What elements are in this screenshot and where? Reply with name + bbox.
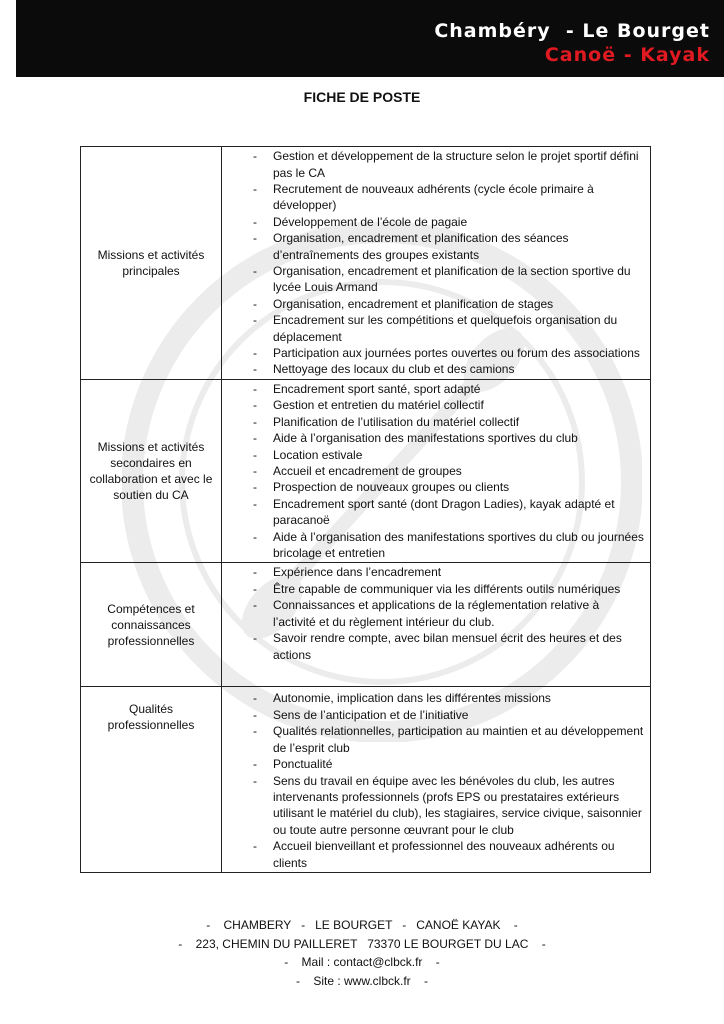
table-row bbox=[81, 563, 651, 687]
footer-contact bbox=[0, 916, 724, 990]
item-list bbox=[234, 147, 644, 379]
list-item: - Encadrement sport santé, sport adapté bbox=[234, 381, 644, 397]
table-row bbox=[81, 380, 651, 563]
row-label: Missions et activités secondaires en collaboration et avec le soutien du CA bbox=[81, 380, 222, 563]
page-title: FICHE DE POSTE bbox=[303, 89, 421, 105]
item-list bbox=[234, 689, 644, 871]
row-label: Compétences et connaissances professionnelles bbox=[81, 563, 222, 687]
row-label: Missions et activités principales bbox=[81, 147, 222, 380]
item-list bbox=[234, 380, 644, 562]
list-item: - Être capable de communiquer via les différents outils numériques bbox=[234, 581, 644, 597]
list-item: - Sens du travail en équipe avec les bénévoles du club, les autres intervenants professionnels (profs EPS ou prestataires extérieurs utilisant le matériel du club), les stagiaires, service civique, saisonnier ou toute autre personne œuvrant pour le club bbox=[234, 773, 644, 839]
footer-address-line: - 223, CHEMIN DU PAILLERET 73370 LE BOURGET DU LAC - bbox=[178, 936, 546, 951]
list-item: - Encadrement sport santé (dont Dragon Ladies), kayak adapté et paracanoë bbox=[234, 496, 644, 529]
table-row bbox=[81, 147, 651, 380]
list-item: - Organisation, encadrement et planification des séances d’entraînements des groupes existants bbox=[234, 230, 644, 263]
club-name-line1: Chambéry - Le Bourget bbox=[434, 20, 710, 42]
list-item: - Organisation, encadrement et planification de stages bbox=[234, 296, 644, 312]
footer-site-line: - Site : www.clbck.fr - bbox=[295, 973, 429, 988]
list-item: - Aide à l’organisation des manifestations sportives du club bbox=[234, 430, 644, 446]
list-item: - Recrutement de nouveaux adhérents (cycle école primaire à développer) bbox=[234, 181, 644, 214]
row-label: Qualités professionnelles bbox=[81, 687, 222, 872]
footer-mail-line: - Mail : contact@clbck.fr - bbox=[284, 955, 440, 969]
list-item: - Sens de l’anticipation et de l’initiative bbox=[234, 707, 644, 723]
list-item: - Location estivale bbox=[234, 447, 644, 463]
list-item: - Autonomie, implication dans les différentes missions bbox=[234, 690, 644, 706]
list-item: - Développement de l’école de pagaie bbox=[234, 214, 644, 230]
row-content bbox=[222, 147, 651, 380]
row-content bbox=[222, 380, 651, 563]
list-item: - Expérience dans l’encadrement bbox=[234, 564, 644, 580]
list-item: - Savoir rendre compte, avec bilan mensuel écrit des heures et des actions bbox=[234, 630, 644, 663]
list-item: - Accueil bienveillant et professionnel des nouveaux adhérents ou clients bbox=[234, 838, 644, 871]
header-banner bbox=[16, 0, 724, 77]
item-list bbox=[234, 563, 644, 663]
list-item: - Organisation, encadrement et planification de la section sportive du lycée Louis Armand bbox=[234, 263, 644, 296]
list-item: - Nettoyage des locaux du club et des camions bbox=[234, 361, 644, 377]
row-content bbox=[222, 687, 651, 872]
list-item: - Accueil et encadrement de groupes bbox=[234, 463, 644, 479]
list-item: - Aide à l’organisation des manifestations sportives du club ou journées bricolage et entretien bbox=[234, 529, 644, 562]
job-description-table bbox=[80, 146, 651, 873]
row-content bbox=[222, 563, 651, 687]
list-item: - Participation aux journées portes ouvertes ou forum des associations bbox=[234, 345, 644, 361]
list-item: - Prospection de nouveaux groupes ou clients bbox=[234, 479, 644, 495]
list-item: - Gestion et entretien du matériel collectif bbox=[234, 397, 644, 413]
list-item: - Connaissances et applications de la réglementation relative à l’activité et du règlement intérieur du club. bbox=[234, 597, 644, 630]
footer-club-line: - CHAMBERY - LE BOURGET - CANOË KAYAK - bbox=[206, 918, 518, 932]
list-item: - Qualités relationnelles, participation au maintien et au développement de l’esprit club bbox=[234, 723, 644, 756]
list-item: - Gestion et développement de la structure selon le projet sportif défini pas le CA bbox=[234, 148, 644, 181]
club-name-line2: Canoë - Kayak bbox=[544, 44, 710, 66]
list-item: - Encadrement sur les compétitions et quelquefois organisation du déplacement bbox=[234, 312, 644, 345]
table-row bbox=[81, 687, 651, 872]
list-item: - Planification de l’utilisation du matériel collectif bbox=[234, 414, 644, 430]
list-item: - Ponctualité bbox=[234, 756, 644, 772]
